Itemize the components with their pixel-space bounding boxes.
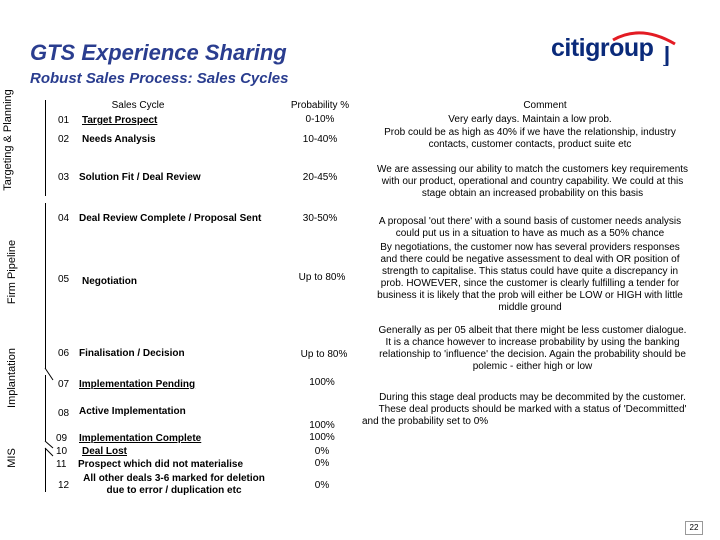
row-num: 07 (58, 379, 70, 390)
stage-label: Prospect which did not materialise (78, 459, 244, 470)
comment-block: A proposal 'out there' with a sound basis of customer needs analysis could put us in a situation to have as much as a 50% chance (378, 216, 682, 239)
row-num: 05 (58, 274, 70, 285)
logo-text: citigroup (551, 34, 654, 62)
comment-block: Prob could be as high as 40% if we have the relationship, industry contacts, customer contacts, product suite etc (384, 127, 676, 150)
row-num: 12 (58, 480, 70, 491)
row-num: 06 (58, 348, 70, 359)
stage-label: Target Prospect (82, 115, 158, 126)
stage-label: All other deals 3-6 marked for deletion due to error / duplication etc (83, 473, 265, 496)
stage-label: Deal Lost (82, 446, 128, 457)
umbrella-arc-icon (551, 30, 681, 66)
side-label-implantation: Implantation (6, 348, 18, 408)
probability-value: 100% (309, 432, 335, 443)
side-label-targeting: Targeting & Planning (2, 89, 14, 191)
probability-value: Up to 80% (300, 349, 348, 360)
probability-value: Up to 80% (298, 272, 346, 283)
divider-targeting (45, 100, 46, 196)
page-subtitle: Robust Sales Process: Sales Cycles (30, 70, 289, 87)
page-title: GTS Experience Sharing (30, 40, 287, 65)
probability-value: 0% (314, 458, 330, 469)
probability-value: 0% (314, 480, 330, 491)
comment-block: Generally as per 05 albeit that there might be less customer dialogue. It is a chance however to increase probability by using the banking relationship to 'influence' the decision. Again the probability should be polemic - either high or low (378, 325, 687, 372)
stage-label: Needs Analysis (82, 134, 156, 145)
row-num: 02 (58, 134, 70, 145)
citigroup-logo (551, 30, 681, 66)
divider-pipeline (45, 203, 46, 369)
row-num: 01 (58, 115, 70, 126)
row-num: 03 (58, 172, 70, 183)
page-number: 22 (685, 521, 703, 535)
row-num: 04 (58, 213, 70, 224)
header-probability: Probability % (290, 100, 350, 111)
probability-value: 10-40% (302, 134, 338, 145)
probability-value: 0-10% (305, 114, 335, 125)
header-comment: Comment (523, 100, 567, 111)
side-label-firm-pipeline: Firm Pipeline (6, 239, 18, 305)
comment-block: By negotiations, the customer now has several providers responses and there could be negative assessment to deal with OR position of strength to capitalise. This status could have quite a discrepancy in prob. HOWEVER, since the customer is clearly fulfilling a tender for business it is likely that the prob will either be LOW or HIGH with little middle ground (377, 242, 683, 313)
divider-implantation (45, 375, 46, 441)
stage-label: Solution Fit / Deal Review (79, 172, 201, 183)
row-num: 08 (58, 408, 70, 419)
row-num: 10 (56, 446, 68, 457)
stage-label: Active Implementation (79, 406, 186, 417)
row-num: 11 (56, 459, 67, 470)
stage-label: Deal Review Complete / Proposal Sent (79, 213, 262, 224)
row-num: 09 (56, 433, 68, 444)
comment-block: During this stage deal products may be decommited by the customer. These deal products should be marked with a status of 'Decommitted' and the probability set to 0% (362, 392, 687, 427)
probability-value: 100% (309, 420, 335, 431)
probability-value: 20-45% (302, 172, 338, 183)
stage-label: Finalisation / Decision (79, 348, 185, 359)
probability-value: 0% (314, 446, 330, 457)
stage-label: Implementation Pending (79, 379, 196, 390)
stage-label: Negotiation (82, 276, 137, 287)
comment-block: Very early days. Maintain a low prob. (448, 114, 612, 125)
header-sales-cycle: Sales Cycle (111, 100, 165, 111)
divider-mis (45, 448, 46, 492)
probability-value: 30-50% (302, 213, 338, 224)
side-label-mis: MIS (6, 448, 18, 468)
probability-value: 100% (309, 377, 335, 388)
comment-block: We are assessing our ability to match the customers key requirements with our product, operational and country capability. We could at this stage obtain an increased probability on this basis (376, 164, 689, 199)
stage-label: Implementation Complete (79, 433, 202, 444)
